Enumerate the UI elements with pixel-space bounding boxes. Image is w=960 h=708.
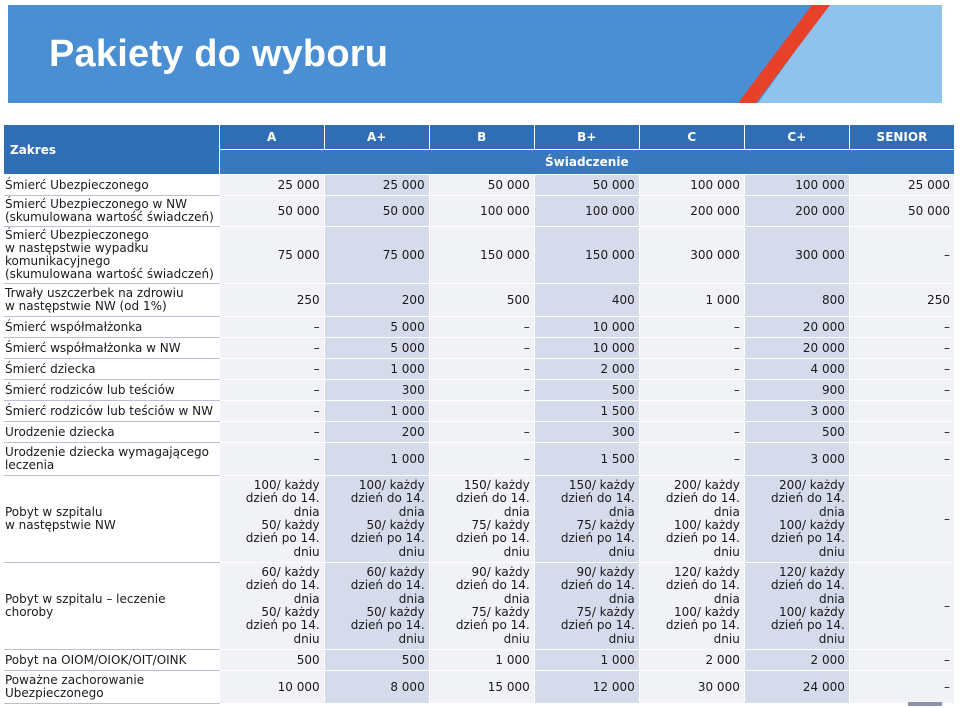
table-row — [4, 338, 955, 359]
table-row — [4, 563, 955, 650]
value-cell — [429, 401, 534, 422]
zakres-header: Zakres — [4, 125, 219, 175]
row-label: Śmierć współmałżonka — [4, 317, 219, 338]
value-cell: – — [219, 359, 324, 380]
value-cell: 300 — [534, 422, 639, 443]
value-cell: – — [219, 422, 324, 443]
table-row — [4, 476, 955, 563]
value-cell: – — [429, 338, 534, 359]
value-cell: 60/ każdy dzień do 14. dnia 50/ każdy dzień po 14. dniu — [324, 563, 429, 650]
row-label: Śmierć Ubezpieczonego w NW (skumulowana wartość świadczeń) — [4, 196, 219, 227]
value-cell: 200 — [324, 422, 429, 443]
value-cell: 200/ każdy dzień do 14. dnia 100/ każdy dzień po 14. dniu — [639, 476, 744, 563]
table-row — [4, 650, 955, 671]
row-label: Śmierć rodziców lub teściów — [4, 380, 219, 401]
value-cell: 5 000 — [324, 317, 429, 338]
package-header: A+ — [324, 125, 429, 150]
table-row — [4, 196, 955, 227]
value-cell: 900 — [744, 380, 849, 401]
package-header: C — [639, 125, 744, 150]
value-cell: – — [639, 422, 744, 443]
row-label: Pobyt w szpitalu – leczenie choroby — [4, 563, 219, 650]
value-cell: – — [849, 317, 954, 338]
table-row — [4, 284, 955, 317]
table-body — [4, 175, 955, 704]
value-cell: – — [429, 422, 534, 443]
value-cell: 75 000 — [219, 227, 324, 284]
value-cell: 1 000 — [324, 401, 429, 422]
table-row — [4, 175, 955, 196]
value-cell: – — [849, 338, 954, 359]
package-header: A — [219, 125, 324, 150]
value-cell: 300 000 — [744, 227, 849, 284]
value-cell: 3 000 — [744, 401, 849, 422]
value-cell: 200 000 — [744, 196, 849, 227]
value-cell: 15 000 — [429, 671, 534, 704]
row-label: Śmierć rodziców lub teściów w NW — [4, 401, 219, 422]
swiadczenie-header: Świadczenie — [219, 150, 954, 175]
value-cell: – — [639, 380, 744, 401]
value-cell: 100/ każdy dzień do 14. dnia 50/ każdy dzień po 14. dniu — [324, 476, 429, 563]
value-cell: 5 000 — [324, 338, 429, 359]
value-cell: 250 — [849, 284, 954, 317]
value-cell: – — [429, 380, 534, 401]
value-cell: 400 — [534, 284, 639, 317]
value-cell: – — [429, 443, 534, 476]
value-cell: 20 000 — [744, 317, 849, 338]
row-label: Urodzenie dziecka wymagającego leczenia — [4, 443, 219, 476]
value-cell: 1 000 — [324, 359, 429, 380]
value-cell: 100 000 — [429, 196, 534, 227]
row-label: Urodzenie dziecka — [4, 422, 219, 443]
value-cell: – — [639, 359, 744, 380]
value-cell: 25 000 — [324, 175, 429, 196]
value-cell: 100/ każdy dzień do 14. dnia 50/ każdy dzień po 14. dniu — [219, 476, 324, 563]
value-cell: 3 000 — [744, 443, 849, 476]
value-cell: – — [849, 380, 954, 401]
value-cell: 8 000 — [324, 671, 429, 704]
row-label: Śmierć Ubezpieczonego w następstwie wypadku komunikacyjnego (skumulowana wartość świadczeń) — [4, 227, 219, 284]
value-cell: – — [429, 359, 534, 380]
value-cell: 24 000 — [744, 671, 849, 704]
value-cell: – — [429, 317, 534, 338]
row-label: Pobyt w szpitalu w następstwie NW — [4, 476, 219, 563]
value-cell: 50 000 — [219, 196, 324, 227]
value-cell: 100 000 — [534, 196, 639, 227]
row-label: Pobyt na OIOM/OIOK/OIT/OINK — [4, 650, 219, 671]
table-row — [4, 422, 955, 443]
value-cell: 800 — [744, 284, 849, 317]
value-cell: 50 000 — [849, 196, 954, 227]
value-cell — [639, 401, 744, 422]
package-header: B+ — [534, 125, 639, 150]
value-cell: – — [639, 317, 744, 338]
value-cell: 200/ każdy dzień do 14. dnia 100/ każdy dzień po 14. dniu — [744, 476, 849, 563]
value-cell: – — [849, 422, 954, 443]
value-cell: 2 000 — [534, 359, 639, 380]
value-cell: 500 — [534, 380, 639, 401]
value-cell: 100 000 — [639, 175, 744, 196]
value-cell: 12 000 — [534, 671, 639, 704]
value-cell: – — [849, 650, 954, 671]
value-cell: 90/ każdy dzień do 14. dnia 75/ każdy dzień po 14. dniu — [429, 563, 534, 650]
value-cell: – — [849, 359, 954, 380]
table-row — [4, 443, 955, 476]
value-cell: 150 000 — [429, 227, 534, 284]
value-cell: 60/ każdy dzień do 14. dnia 50/ każdy dzień po 14. dniu — [219, 563, 324, 650]
value-cell: – — [849, 227, 954, 284]
value-cell: 150/ każdy dzień do 14. dnia 75/ każdy dzień po 14. dniu — [534, 476, 639, 563]
row-label: Śmierć współmałżonka w NW — [4, 338, 219, 359]
value-cell: – — [219, 401, 324, 422]
value-cell: 500 — [429, 284, 534, 317]
value-cell: – — [219, 338, 324, 359]
value-cell: 10 000 — [534, 317, 639, 338]
value-cell: 1 500 — [534, 401, 639, 422]
value-cell: 100 000 — [744, 175, 849, 196]
value-cell: 50 000 — [534, 175, 639, 196]
slide-footer-mark — [908, 702, 942, 706]
package-header: C+ — [744, 125, 849, 150]
value-cell: 10 000 — [219, 671, 324, 704]
value-cell: 500 — [744, 422, 849, 443]
value-cell: 300 — [324, 380, 429, 401]
value-cell: 75 000 — [324, 227, 429, 284]
table-row — [4, 317, 955, 338]
value-cell: – — [849, 563, 954, 650]
value-cell: 1 000 — [429, 650, 534, 671]
table-row — [4, 671, 955, 704]
page-title: Pakiety do wyboru — [49, 33, 389, 75]
value-cell: 120/ każdy dzień do 14. dnia 100/ każdy dzień po 14. dniu — [744, 563, 849, 650]
value-cell: 300 000 — [639, 227, 744, 284]
value-cell: – — [219, 443, 324, 476]
value-cell: 250 — [219, 284, 324, 317]
value-cell: 25 000 — [849, 175, 954, 196]
table-row — [4, 401, 955, 422]
table-row — [4, 359, 955, 380]
value-cell: 500 — [324, 650, 429, 671]
value-cell: 30 000 — [639, 671, 744, 704]
value-cell — [849, 401, 954, 422]
value-cell: – — [639, 338, 744, 359]
table-row — [4, 380, 955, 401]
value-cell: 2 000 — [639, 650, 744, 671]
value-cell: 1 000 — [639, 284, 744, 317]
value-cell: – — [219, 380, 324, 401]
value-cell: 1 500 — [534, 443, 639, 476]
value-cell: 20 000 — [744, 338, 849, 359]
value-cell: 500 — [219, 650, 324, 671]
value-cell: – — [849, 671, 954, 704]
package-header: SENIOR — [849, 125, 954, 150]
value-cell: 50 000 — [429, 175, 534, 196]
value-cell: – — [849, 443, 954, 476]
row-label: Poważne zachorowanie Ubezpieczonego — [4, 671, 219, 704]
row-label: Trwały uszczerbek na zdrowiu w następstwie NW (od 1%) — [4, 284, 219, 317]
value-cell: – — [849, 476, 954, 563]
value-cell: – — [219, 317, 324, 338]
package-header: B — [429, 125, 534, 150]
value-cell: 2 000 — [744, 650, 849, 671]
value-cell: 150/ każdy dzień do 14. dnia 75/ każdy dzień po 14. dniu — [429, 476, 534, 563]
value-cell: – — [639, 443, 744, 476]
value-cell: 1 000 — [324, 443, 429, 476]
value-cell: 4 000 — [744, 359, 849, 380]
value-cell: 150 000 — [534, 227, 639, 284]
value-cell: 200 — [324, 284, 429, 317]
value-cell: 25 000 — [219, 175, 324, 196]
value-cell: 200 000 — [639, 196, 744, 227]
table-row — [4, 227, 955, 284]
value-cell: 120/ każdy dzień do 14. dnia 100/ każdy dzień po 14. dniu — [639, 563, 744, 650]
row-label: Śmierć Ubezpieczonego — [4, 175, 219, 196]
row-label: Śmierć dziecka — [4, 359, 219, 380]
value-cell: 50 000 — [324, 196, 429, 227]
value-cell: 10 000 — [534, 338, 639, 359]
packages-table — [4, 125, 955, 704]
value-cell: 1 000 — [534, 650, 639, 671]
value-cell: 90/ każdy dzień do 14. dnia 75/ każdy dzień po 14. dniu — [534, 563, 639, 650]
